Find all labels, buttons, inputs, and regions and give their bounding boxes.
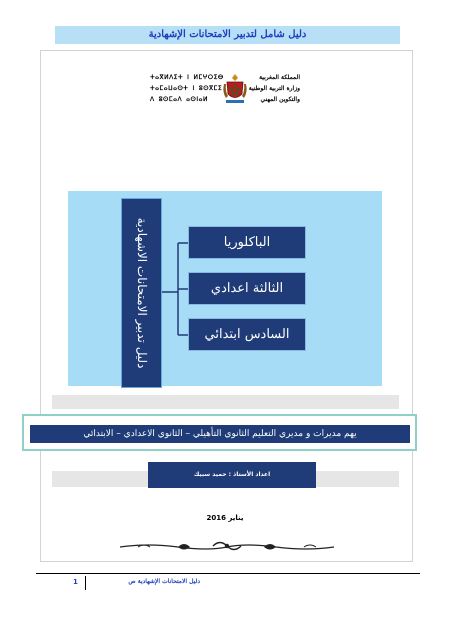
top-banner-title: دليل شامل لتدبير الامتحانات الإشهادية — [55, 26, 400, 44]
vertical-title-box — [121, 198, 162, 388]
footer-divider — [85, 576, 86, 590]
vertical-title: دليل تدبير الامتحانات الاشهادية — [134, 217, 149, 369]
arabic-line-1: المملكة المغربية — [259, 74, 300, 81]
arabic-line-2: وزارة التربية الوطنية — [248, 85, 300, 92]
author-label: اعداد الأستاذ : حميد سبيك — [148, 462, 316, 488]
coat-of-arms-icon — [220, 72, 250, 106]
ornament-divider-icon — [118, 538, 336, 554]
audience-text: يهم مديرات و مديري التعليم الثانوي التأهيلي – الثانوي الاعدادي – الابتدائي — [30, 425, 410, 443]
level-box-baccalaureate: الباكلوريا — [188, 226, 306, 259]
level-box-third-middle: الثالثة اعدادي — [188, 272, 306, 305]
page-number: 1 — [73, 578, 78, 586]
arabic-line-3: والتكوين المهني — [260, 96, 300, 103]
level-box-sixth-primary: السادس ابتدائي — [188, 318, 306, 351]
divider-bar — [52, 395, 399, 409]
tifinagh-line-2: ⵜⴰⵎⴰⵡⴰⵙⵜ ⵏ ⵓⵙⴳⵎⵉ — [150, 85, 223, 92]
tifinagh-line-3: ⴷ ⵓⵙⵎⴰⴷ ⴰⵙⵏⴰⵍ — [150, 96, 209, 103]
footer-rule — [36, 573, 420, 574]
publication-date: يناير 2016 — [206, 514, 244, 522]
footer-text: دليل الامتحانات الإشهادية ص — [128, 578, 200, 585]
tifinagh-line-1: ⵜⴰⴳⵍⴷⵉⵜ ⵏ ⵍⵎⵖⵔⵉⴱ — [150, 74, 224, 81]
